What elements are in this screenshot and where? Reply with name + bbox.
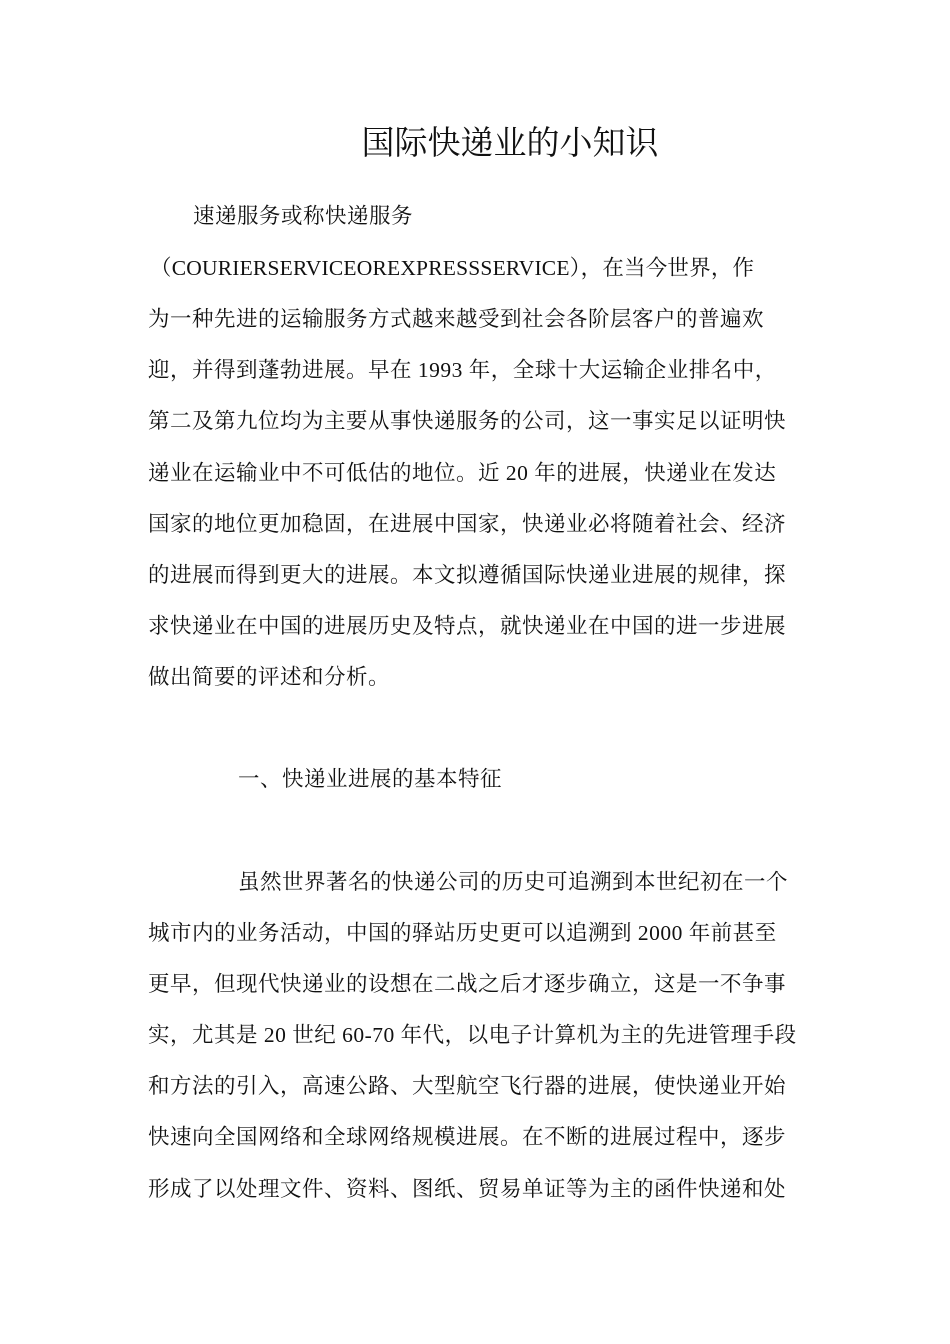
intro-line-5: 第二及第九位均为主要从事快递服务的公司，这一事实足以证明快 — [148, 409, 787, 433]
intro-line-3: 为一种先进的运输服务方式越来越受到社会各阶层客户的普遍欢 — [148, 307, 765, 331]
section-line-7: 形成了以处理文件、资料、图纸、贸易单证等为主的函件快递和处 — [148, 1177, 787, 1201]
intro-line-7: 国家的地位更加稳固，在进展中国家，快递业必将随着社会、经济 — [148, 512, 787, 536]
section-line-3: 更早，但现代快递业的设想在二战之后才逐步确立，这是一不争事 — [148, 972, 787, 996]
intro-line-1: 速递服务或称快递服务 — [193, 204, 414, 228]
intro-line-2: （COURIERSERVICEOREXPRESSSERVICE），在当今世界，作 — [150, 256, 755, 280]
intro-line-8: 的进展而得到更大的进展。本文拟遵循国际快递业进展的规律，探 — [148, 563, 787, 587]
section-line-5: 和方法的引入，高速公路、大型航空飞行器的进展，使快递业开始 — [148, 1074, 787, 1098]
section-heading: 一、快递业进展的基本特征 — [238, 767, 503, 791]
section-line-2: 城市内的业务活动，中国的驿站历史更可以追溯到 2000 年前甚至 — [148, 921, 777, 945]
intro-line-9: 求快递业在中国的进展历史及特点，就快递业在中国的进一步进展 — [148, 614, 787, 638]
intro-line-4: 迎，并得到蓬勃进展。早在 1993 年，全球十大运输企业排名中， — [148, 358, 777, 382]
intro-line-6: 递业在运输业中不可低估的地位。近 20 年的进展，快递业在发达 — [148, 461, 777, 485]
intro-line-10: 做出简要的评述和分析。 — [148, 665, 391, 689]
section-line-1: 虽然世界著名的快递公司的历史可追溯到本世纪初在一个 — [238, 870, 789, 894]
section-line-4: 实，尤其是 20 世纪 60-70 年代，以电子计算机为主的先进管理手段 — [148, 1023, 797, 1047]
section-line-6: 快速向全国网络和全球网络规模进展。在不断的进展过程中，逐步 — [148, 1125, 787, 1149]
document-title: 国际快递业的小知识 — [361, 126, 659, 162]
